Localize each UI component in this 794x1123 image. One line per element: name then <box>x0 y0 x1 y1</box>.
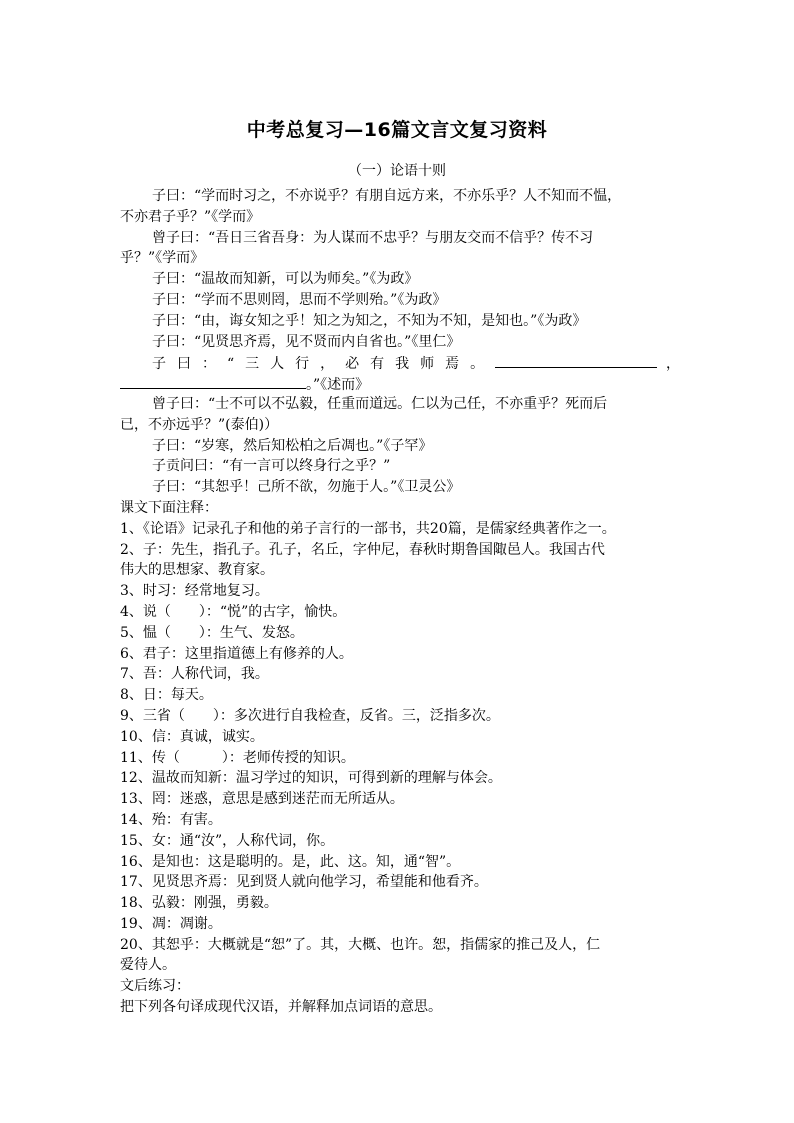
passage-2-line-2: 乎？”《学而》 <box>120 250 205 267</box>
exercise-instruction: 把下列各句译成现代汉语，并解释加点词语的意思。 <box>120 999 442 1016</box>
note-14: 14、殆：有害。 <box>120 811 222 828</box>
passage-7-line-2 <box>120 373 680 394</box>
passage-8-line-2: 已，不亦远乎？”(泰伯)） <box>120 416 279 433</box>
note-12: 12、温故而知新：温习学过的知识，可得到新的理解与体会。 <box>120 770 502 787</box>
note-6: 6、君子：这里指道德上有修养的人。 <box>120 645 353 662</box>
note-1: 1、《论语》记录孔子和他的弟子言行的一部书，共20篇，是儒家经典著作之一。 <box>120 520 616 537</box>
note-2-line-2: 伟大的思想家、教育家。 <box>120 562 274 579</box>
note-4: 4、说（ ）：“悦”的古字，愉快。 <box>120 603 347 620</box>
document-body <box>120 186 680 1018</box>
note-15: 15、女：通“汝”，人称代词，你。 <box>120 832 335 849</box>
passage-10: 子贡问曰：“有一言可以终身行之乎？” <box>152 458 391 475</box>
note-9: 9、三省（ ）：多次进行自我检查，反省。三，泛指多次。 <box>120 707 500 724</box>
passage-6: 子曰：“见贤思齐焉，见不贤而内自省也。”《里仁》 <box>152 333 461 350</box>
fill-blank-2[interactable] <box>120 373 306 389</box>
passage-2-line-1: 曾子曰：“吾日三省吾身：为人谋而不忠乎？与朋友交而不信乎？传不习 <box>152 229 594 246</box>
passage-7-suffix: 。”《述而》 <box>306 377 370 394</box>
note-8: 8、日：每天。 <box>120 687 213 704</box>
passage-9: 子曰：“岁寒，然后知松柏之后凋也。”《子罕》 <box>152 437 433 454</box>
note-13: 13、罔：迷惑，意思是感到迷茫而无所适从。 <box>120 791 404 808</box>
passage-7-prefix: 子曰：“三人行，必有我师焉。 <box>152 356 496 373</box>
passage-1-line-1: 子曰：“学而时习之，不亦说乎？有朋自远方来，不亦乐乎？人不知而不愠， <box>152 188 622 204</box>
passage-4: 子曰：“学而不思则罔，思而不学则殆。”《为政》 <box>152 291 447 308</box>
document-title: 中考总复习—16篇文言文复习资料 <box>246 119 548 141</box>
passage-3: 子曰：“温故而知新，可以为师矣。”《为政》 <box>152 271 419 288</box>
note-7: 7、吾：人称代词，我。 <box>120 666 269 683</box>
note-10: 10、信：真诚，诚实。 <box>120 728 264 745</box>
notes-heading: 课文下面注释： <box>120 499 218 516</box>
note-18: 18、弘毅：刚强，勇毅。 <box>120 895 278 912</box>
passage-11: 子曰：“其恕乎！己所不欲，勿施于人。”《卫灵公》 <box>152 479 461 496</box>
fill-blank-1[interactable] <box>495 352 657 368</box>
exercise-heading: 文后练习： <box>120 978 190 995</box>
note-3: 3、时习：经常地复习。 <box>120 583 269 600</box>
passage-7-line-1 <box>120 352 680 373</box>
note-11: 11、传（ ）：老师传授的知识。 <box>120 749 355 766</box>
passage-1-line-2: 不亦君子乎？”《学而》 <box>120 208 261 225</box>
note-17: 17、见贤思齐焉：见到贤人就向他学习，希望能和他看齐。 <box>120 874 488 891</box>
note-5: 5、愠（ ）：生气、发怒。 <box>120 624 304 641</box>
section-subtitle: （一）论语十则 <box>348 163 446 179</box>
passage-7-comma: ， <box>666 356 680 373</box>
note-20-line-1: 20、其恕乎：大概就是“恕”了。其，大概、也许。恕，指儒家的推己及人，仁 <box>120 936 601 953</box>
passage-8-line-1: 曾子曰：“士不可以不弘毅，任重而道远。仁以为己任，不亦重乎？死而后 <box>152 395 608 412</box>
note-20-line-2: 爱待人。 <box>120 957 176 974</box>
note-2-line-1: 2、子：先生，指孔子。孔子，名丘，字仲尼，春秋时期鲁国陬邑人。我国古代 <box>120 541 605 558</box>
note-19: 19、凋：凋谢。 <box>120 915 222 932</box>
passage-5: 子曰：“由，诲女知之乎！知之为知之，不知为不知，是知也。”《为政》 <box>152 312 587 329</box>
note-16: 16、是知也：这是聪明的。是，此、这。知，通“智”。 <box>120 853 461 870</box>
